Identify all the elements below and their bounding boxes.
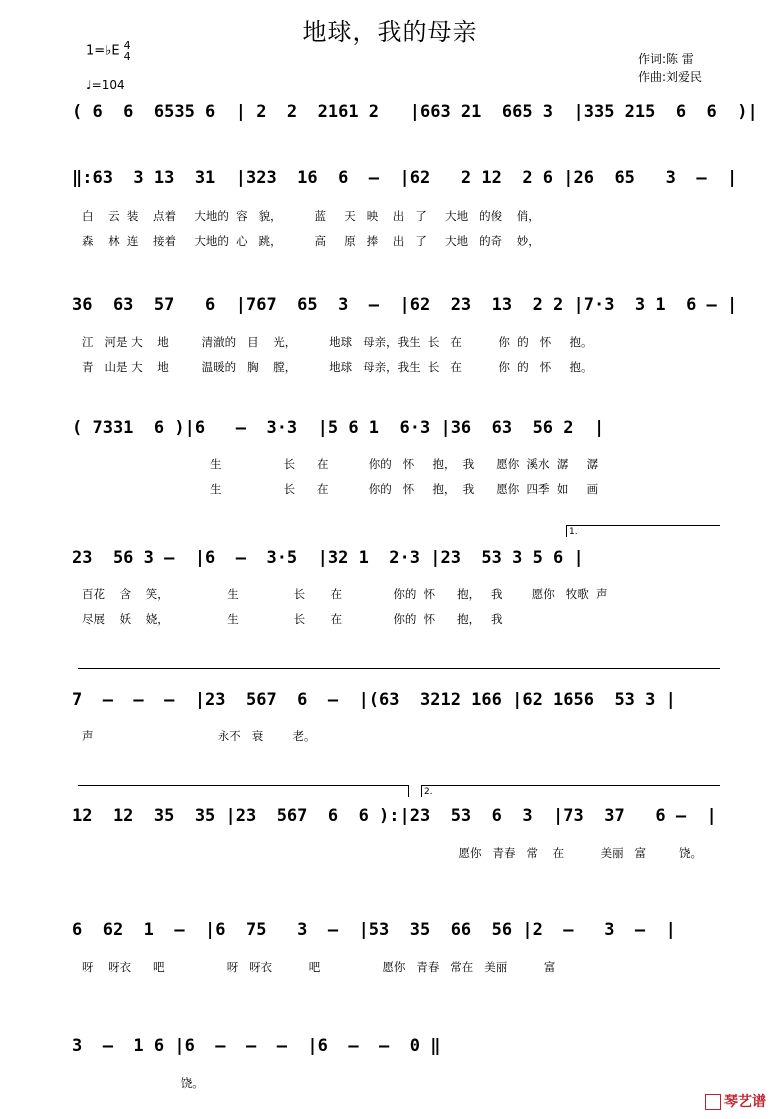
composer: 作曲:刘爱民 — [637, 70, 702, 84]
watermark-text: 琴艺谱 — [724, 1094, 766, 1110]
score-row-7: 6 62 1 – |6 75 3 – |53 35 66 56 |2 – 3 – | — [72, 920, 676, 940]
lyric-row-4-verse-1: 百花 含 笑， 生 长 在 你的 怀 抱， 我 愿你 牧歌 声 — [82, 587, 608, 601]
lyric-row-2-verse-2: 青 山是 大 地 温暖的 胸 膛， 地球 母亲，我生 长 在 你 的 怀 抱。 — [82, 360, 593, 374]
lyric-row-2-verse-1: 江 河是 大 地 清澈的 目 光， 地球 母亲，我生 长 在 你 的 怀 抱。 — [82, 335, 593, 349]
watermark-icon — [705, 1094, 721, 1110]
volta-1-bracket-continued — [78, 668, 720, 669]
volta-1-bracket-start — [566, 525, 567, 537]
score-row-5: 7 – – – |23 567 6 – |(63 3212 166 |62 1656 53 3 | — [72, 690, 676, 710]
lyric-row-3-verse-1: 生 长 在 你的 怀 抱， 我 愿你 溪水 潺 潺 — [82, 457, 599, 471]
volta-2-bracket — [421, 785, 720, 786]
lyric-row-6: 愿你 青春 常 在 美丽 富 饶。 — [82, 846, 702, 860]
score-row-1: ‖:63 3 13 31 |323 16 6 – |62 2 12 2 6 |26 65 3 – | — [72, 168, 738, 188]
lyric-row-3-verse-2: 生 长 在 你的 怀 抱， 我 愿你 四季 如 画 — [82, 482, 599, 496]
lyric-row-4-verse-2: 尽展 妖 娆， 生 长 在 你的 怀 抱， 我 — [82, 612, 503, 626]
volta-1-label: 1. — [569, 527, 578, 537]
score-row-2: 36 63 57 6 |767 65 3 – |62 23 13 2 2 |7·3 3 1 6 – | — [72, 295, 738, 315]
score-row-4: 23 56 3 – |6 – 3·5 |32 1 2·3 |23 53 3 5 6 | — [72, 548, 584, 568]
lyric-row-1-verse-2: 森 林 连 接着 大地的 心 跳， 高 原 捧 出 了 大地 的奇 妙， — [82, 234, 540, 248]
key-note: E — [111, 43, 120, 59]
volta-1-bracket-end — [78, 785, 408, 786]
lyric-row-8: 饶。 — [82, 1076, 204, 1090]
lyric-row-5: 声 永不 衰 老。 — [82, 729, 316, 743]
credits — [638, 50, 702, 86]
tempo-mark: ♩=104 — [86, 78, 125, 92]
key-signature — [86, 40, 131, 62]
lyric-row-7: 呀 呀衣 吧 呀 呀衣 吧 愿你 青春 常在 美丽 富 — [82, 960, 556, 974]
score-row-8: 3 – 1 6 |6 – – – |6 – – 0 ‖ — [72, 1036, 441, 1056]
key-prefix: 1= — [86, 43, 106, 59]
volta-2-bracket-start — [421, 785, 422, 797]
song-title: 地球，我的母亲 — [302, 18, 478, 46]
lyric-row-1-verse-1: 白 云 装 点着 大地的 容 貌， 蓝 天 映 出 了 大地 的俊 俏， — [82, 209, 540, 223]
time-bottom: 4 — [123, 50, 131, 63]
score-row-3: ( 7331 6 )|6 – 3·3 |5 6 1 6·3 |36 63 56 2 | — [72, 418, 605, 438]
watermark-logo — [705, 1091, 766, 1111]
volta-1-bracket — [566, 525, 720, 526]
volta-1-bracket-close — [408, 785, 409, 797]
lyricist: 作词:陈 雷 — [637, 52, 694, 66]
score-row-6: 12 12 35 35 |23 567 6 6 ):|23 53 6 3 |73 37 6 – | — [72, 806, 717, 826]
time-top: 4 — [123, 39, 131, 52]
time-signature — [124, 40, 131, 62]
score-row-intro: ( 6 6 6535 6 | 2 2 2161 2 |663 21 665 3 |335 215 6 6 )| — [72, 102, 758, 122]
flat-symbol: ♭ — [105, 43, 112, 59]
volta-2-label: 2. — [424, 787, 433, 797]
